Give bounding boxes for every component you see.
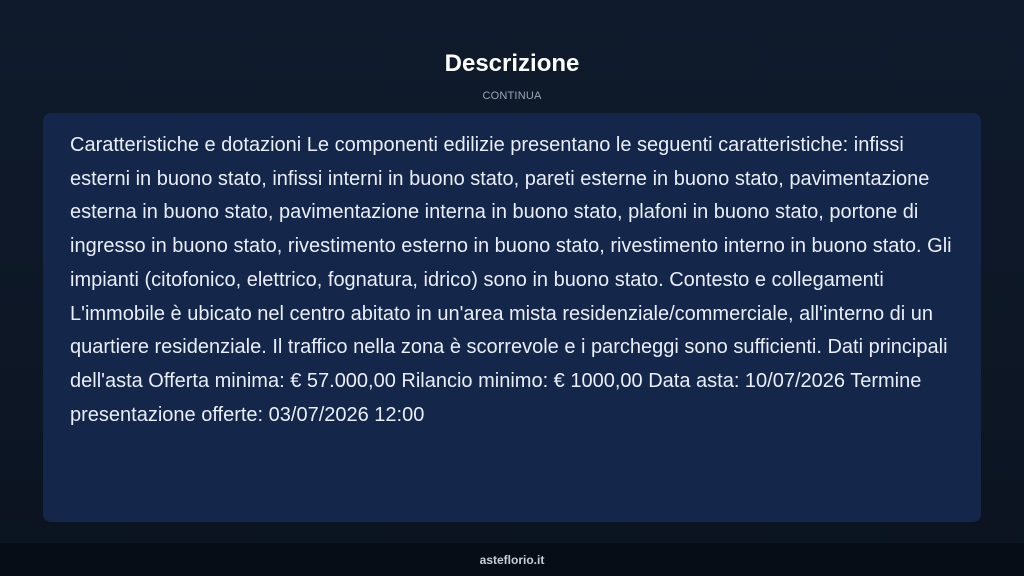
description-text: Caratteristiche e dotazioni Le componenti edilizie presentano le seguenti caratteristiche: infissi esterni in buono stato, infissi interni in buono stato, pareti esterne in buono stato, pavimentazione esterna in buono stato, pavimentazione interna in buono stato, plafoni in buono stato, portone di ingresso in buono stato, rivestimento esterno in buono stato, rivestimento interno in buono stato. Gli impianti (citofonico, elettrico, fognatura, idrico) sono in buono stato. Contesto e collegamenti L'immobile è ubicato nel centro abitato in un'area mista residenziale/commerciale, all'interno di un quartiere residenziale. Il traffico nella zona è scorrevole e i parcheggi sono sufficienti. Dati principali dell'asta Offerta minima: € 57.000,00 Rilancio minimo: € 1000,00 Data asta: 10/07/2026 Termine presentazione offerte: 03/07/2026 12:00	[70, 134, 952, 426]
footer-bar	[0, 543, 1024, 576]
description-card	[43, 113, 981, 522]
continua-label[interactable]: CONTINUA	[482, 90, 542, 102]
page-title: Descrizione	[444, 50, 580, 77]
footer-site-name: asteflorio.it	[479, 553, 545, 567]
